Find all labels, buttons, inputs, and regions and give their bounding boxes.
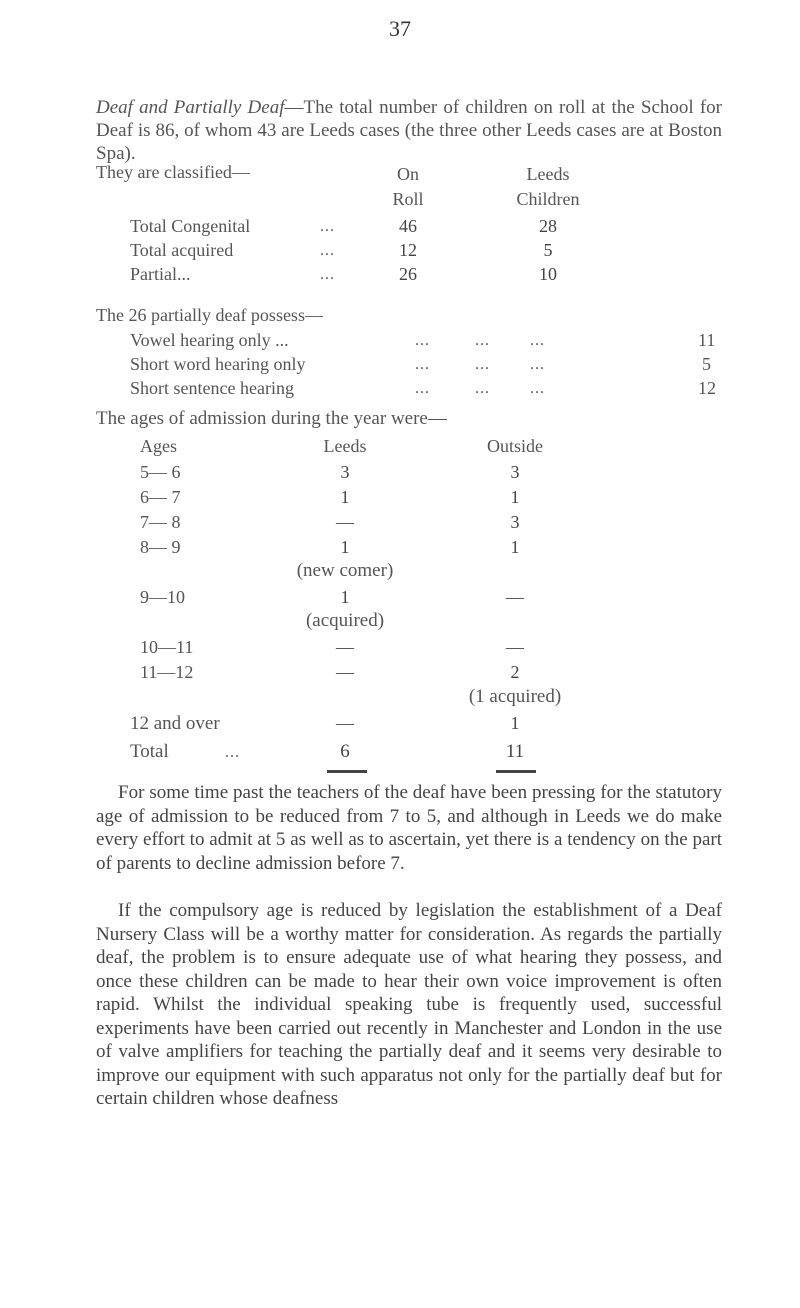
- ages-row-outside: —: [506, 587, 524, 607]
- ages-lead: The ages of admission during the year were—: [96, 408, 447, 429]
- row-label-acquired: Total acquired: [130, 240, 234, 260]
- paragraph: If the compulsory age is reduced by legislation the establishment of a Deaf Nursery Class will be a worthy matter for consideration. As regards the partially deaf, the problem is to ensure adequate use of what hearing they possess, and once these children can be made to hear their own voice improvement is often rapid. Whilst the individual speaking tube is frequently used, successful experiments have been carried out recently in Manchester and London in the use of valve amplifiers for teaching the partially deaf and it seems very desirable to improve our equipment with such apparatus not only for the partially deaf but for certain children whose deafness: [96, 900, 722, 1109]
- partial-row-label: Vowel hearing only ...: [130, 330, 289, 350]
- row-dots: ...: [320, 218, 335, 235]
- intro-text: —The total number of children on roll at the School for Deaf is 86, of whom 43 are Leeds cases (the three other Leeds cases are at Boston Spa).: [96, 97, 723, 164]
- ages-row-outside: 1: [510, 487, 520, 507]
- partial-row-dots: ... ... ...: [415, 332, 545, 349]
- ages-row-label: 7— 8: [140, 512, 181, 532]
- ages-row-label: 6— 7: [140, 487, 181, 507]
- row-label-partial: Partial...: [130, 264, 191, 284]
- row-value: 10: [539, 264, 557, 284]
- row-value: 12: [399, 240, 417, 260]
- note-acquired: (acquired): [305, 610, 385, 631]
- total-outside: 11: [505, 741, 525, 762]
- ages-row-leeds: 3: [340, 462, 350, 482]
- row-dots: ...: [320, 266, 335, 283]
- col-leeds-header-2: Children: [516, 189, 580, 209]
- ages-header-ages: Ages: [140, 436, 177, 456]
- ages-row-leeds: —: [336, 662, 354, 682]
- total-label: Total: [130, 741, 169, 762]
- col-on-roll-header-2: Roll: [392, 189, 424, 209]
- row-value: 26: [399, 264, 417, 284]
- classification-lead: They are classified—: [96, 162, 250, 182]
- ages-row-outside: 1: [510, 713, 520, 733]
- ages-header-outside: Outside: [487, 436, 543, 456]
- row-value: 5: [543, 240, 553, 260]
- intro-italic-lead: Deaf and Partially Deaf: [96, 97, 285, 118]
- intro-paragraph: [96, 96, 722, 165]
- partial-row-dots: ... ... ...: [415, 356, 545, 373]
- partial-row-value: 5: [702, 354, 711, 374]
- row-dots: ...: [320, 242, 335, 259]
- note-new-comer: (new comer): [296, 560, 394, 581]
- ages-row-leeds: —: [336, 637, 354, 657]
- note-one-acquired: (1 acquired): [468, 686, 562, 707]
- ages-row-leeds: 1: [340, 587, 350, 607]
- ages-row-label: 12 and over: [130, 713, 220, 734]
- ages-header-leeds: Leeds: [323, 436, 367, 456]
- ages-row-leeds: 1: [340, 487, 350, 507]
- ages-row-label: 8— 9: [140, 537, 181, 557]
- ages-row-outside: 3: [510, 462, 520, 482]
- row-label-congenital: Total Congenital: [130, 216, 251, 236]
- ages-row-leeds: 1: [340, 537, 350, 557]
- ages-row-outside: 2: [510, 662, 520, 682]
- ages-row-leeds: —: [336, 512, 354, 532]
- ages-row-outside: —: [506, 637, 524, 657]
- ages-row-outside: 1: [510, 537, 520, 557]
- partial-row-dots: ... ... ...: [415, 380, 545, 397]
- col-on-roll-header-1: On: [397, 164, 419, 184]
- partial-row-label: Short sentence hearing: [130, 378, 294, 398]
- ages-row-label: 10—11: [140, 637, 194, 657]
- ages-row-label: 5— 6: [140, 462, 181, 482]
- total-rule-leeds: [327, 770, 367, 773]
- total-leeds: 6: [340, 741, 350, 762]
- partial-row-value: 12: [698, 378, 716, 398]
- total-rule-outside: [496, 770, 536, 773]
- partial-row-label: Short word hearing only: [130, 354, 306, 374]
- row-value: 28: [539, 216, 557, 236]
- paragraph: For some time past the teachers of the deaf have been pressing for the statutory age of admission to be reduced from 7 to 5, and although in Leeds we do make every effort to admit at 5 as well as to ascertain, yet there is a tendency on the part of parents to decline admission before 7.: [96, 782, 722, 874]
- page-number: 37: [389, 16, 411, 41]
- ages-row-label: 9—10: [140, 587, 185, 607]
- partial-row-value: 11: [698, 330, 716, 350]
- ages-row-leeds: —: [336, 713, 354, 733]
- total-dots: ...: [225, 744, 240, 761]
- col-leeds-header-1: Leeds: [526, 164, 570, 184]
- ages-row-label: 11—12: [140, 662, 194, 682]
- ages-row-outside: 3: [510, 512, 520, 532]
- partial-lead: The 26 partially deaf possess—: [96, 305, 323, 325]
- row-value: 46: [399, 216, 417, 236]
